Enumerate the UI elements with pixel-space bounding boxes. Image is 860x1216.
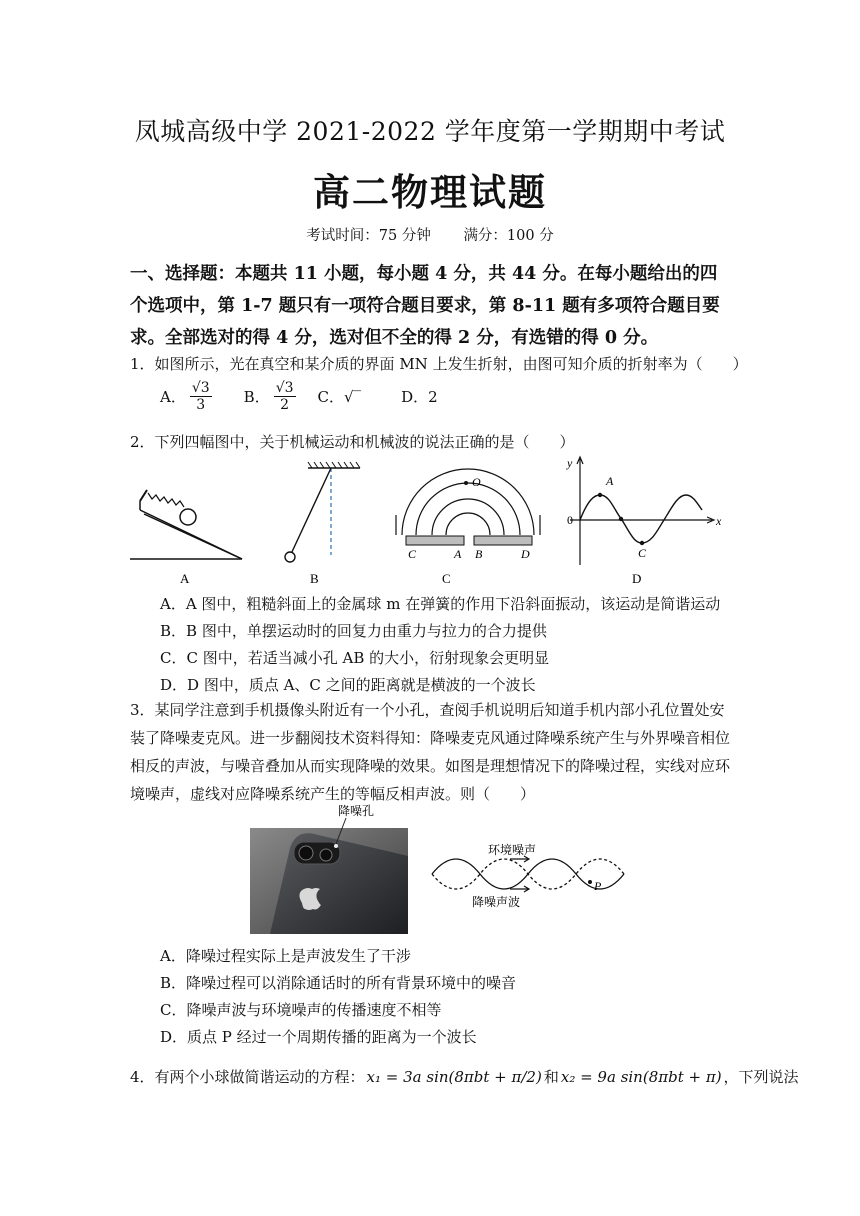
q1-option-b-label: B． xyxy=(243,388,270,406)
q1-option-a-den: 3 xyxy=(196,397,206,413)
exam-time: 考试时间：75 分钟 xyxy=(306,228,431,244)
q1-option-d-label: D． xyxy=(401,388,429,406)
q2-figd-y: y xyxy=(567,456,573,470)
q4-tail: ，下列说法 xyxy=(723,1068,799,1086)
q4-equation-1: x₁ = 3a sin(8πbt + π/2) xyxy=(366,1067,542,1086)
q3-option-d: D．质点 P 经过一个周期传播的距离为一个波长 xyxy=(160,1028,477,1046)
q1-option-c-label: C． xyxy=(317,388,345,406)
q1-option-d-value: 2 xyxy=(428,387,438,406)
q2-figc-b: B xyxy=(475,547,483,561)
q2-option-b: B．B 图中，单摆运动时的回复力由重力与拉力的合力提供 xyxy=(160,622,547,640)
q2-figd-a: A xyxy=(606,474,614,488)
q1-options xyxy=(160,380,438,413)
q4-equation-2: x₂ = 9a sin(8πbt + π) xyxy=(560,1067,722,1086)
subject-title: 高二物理试题 xyxy=(313,171,547,214)
phone-image xyxy=(250,798,408,934)
q2-fig-label-a: A xyxy=(180,571,190,586)
q2-figure-d xyxy=(566,456,722,586)
q1-option-a-label: A． xyxy=(160,388,186,406)
q2-figd-zero: 0 xyxy=(567,513,573,527)
q2-figc-d: D xyxy=(521,547,530,561)
q2-figure-c xyxy=(396,469,540,586)
q2-option-a: A．A 图中，粗糙斜面上的金属球 m 在弹簧的作用下沿斜面振动，该运动是简谐运动 xyxy=(160,595,721,613)
q4-mid: 和 xyxy=(543,1068,559,1086)
q1-option-c-value: √‾ xyxy=(344,387,362,406)
q1-option-b-fraction xyxy=(274,380,296,413)
q2-figc-o: O xyxy=(472,475,481,489)
exam-title: 凤城高级中学 2021-2022 学年度第一学期期中考试 xyxy=(134,117,726,146)
q3-wave-point: P xyxy=(594,879,602,893)
q1-stem: 1．如图所示，光在真空和某介质的界面 MN 上发生折射，由图可知介质的折射率为（ ） xyxy=(130,355,748,373)
q2-figd-x: x xyxy=(716,514,722,528)
exam-meta xyxy=(0,224,860,245)
q2-fig-label-c: C xyxy=(442,571,451,586)
q2-figc-a: A xyxy=(454,547,462,561)
q3-option-b: B．降噪过程可以消除通话时的所有背景环境中的噪音 xyxy=(160,974,517,992)
q2-figure-b xyxy=(285,462,360,586)
q3-wave-bottom-label: 降噪声波 xyxy=(472,895,521,909)
q1-option-b-num: √3 xyxy=(275,380,294,396)
q3-option-c: C．降噪声波与环境噪声的传播速度不相等 xyxy=(160,1001,442,1019)
q4-stem xyxy=(130,1066,799,1087)
q2-figc-c: C xyxy=(408,547,417,561)
q4-lead: 4．有两个小球做简谐运动的方程： xyxy=(130,1068,365,1086)
section-heading: 一、选择题：本题共 11 小题，每小题 4 分，共 44 分。在每小题给出的四个选项中，第 1-7 题只有一项符合题目要求，第 8-11 题有多项符合题目要求。全部选对的得 4 分，选对但不全的得 2 分，有选错的得 0 分。 xyxy=(130,264,720,348)
q2-figures xyxy=(130,455,740,590)
q1-option-a-num: √3 xyxy=(191,380,210,396)
q3-wave-diagram xyxy=(428,842,628,912)
q2-option-d: D．D 图中，质点 A、C 之间的距离就是横波的一个波长 xyxy=(160,676,536,694)
q2-option-c: C．C 图中，若适当减小孔 AB 的大小，衍射现象会更明显 xyxy=(160,649,550,667)
q2-figd-c: C xyxy=(638,546,647,560)
q1-option-b-den: 2 xyxy=(280,397,290,413)
q2-stem: 2．下列四幅图中，关于机械运动和机械波的说法正确的是（ ） xyxy=(130,433,575,451)
q3-stem: 3．某同学注意到手机摄像头附近有一个小孔，查阅手机说明后知道手机内部小孔位置处安装了降噪麦克风。进一步翻阅技术资料得知：降噪麦克风通过降噪系统产生与外界噪音相位相反的声波，与噪音叠加从而实现降噪的效果。如图是理想情况下的降噪过程，实线对应环境噪声，虚线对应降噪系统产生的等幅反相声波。则（ ） xyxy=(130,701,731,803)
q3-option-a: A．降噪过程实际上是声波发生了干涉 xyxy=(160,947,411,965)
q2-figure-a xyxy=(130,490,242,586)
q2-fig-label-b: B xyxy=(310,571,319,586)
q1-option-a-fraction xyxy=(190,380,212,413)
q3-wave-top-label: 环境噪声 xyxy=(488,843,537,857)
q3-phone-photo xyxy=(250,798,408,934)
q2-fig-label-d: D xyxy=(632,571,642,586)
q3-photo-label: 降噪孔 xyxy=(338,804,375,818)
exam-score: 满分：100 分 xyxy=(463,228,554,244)
